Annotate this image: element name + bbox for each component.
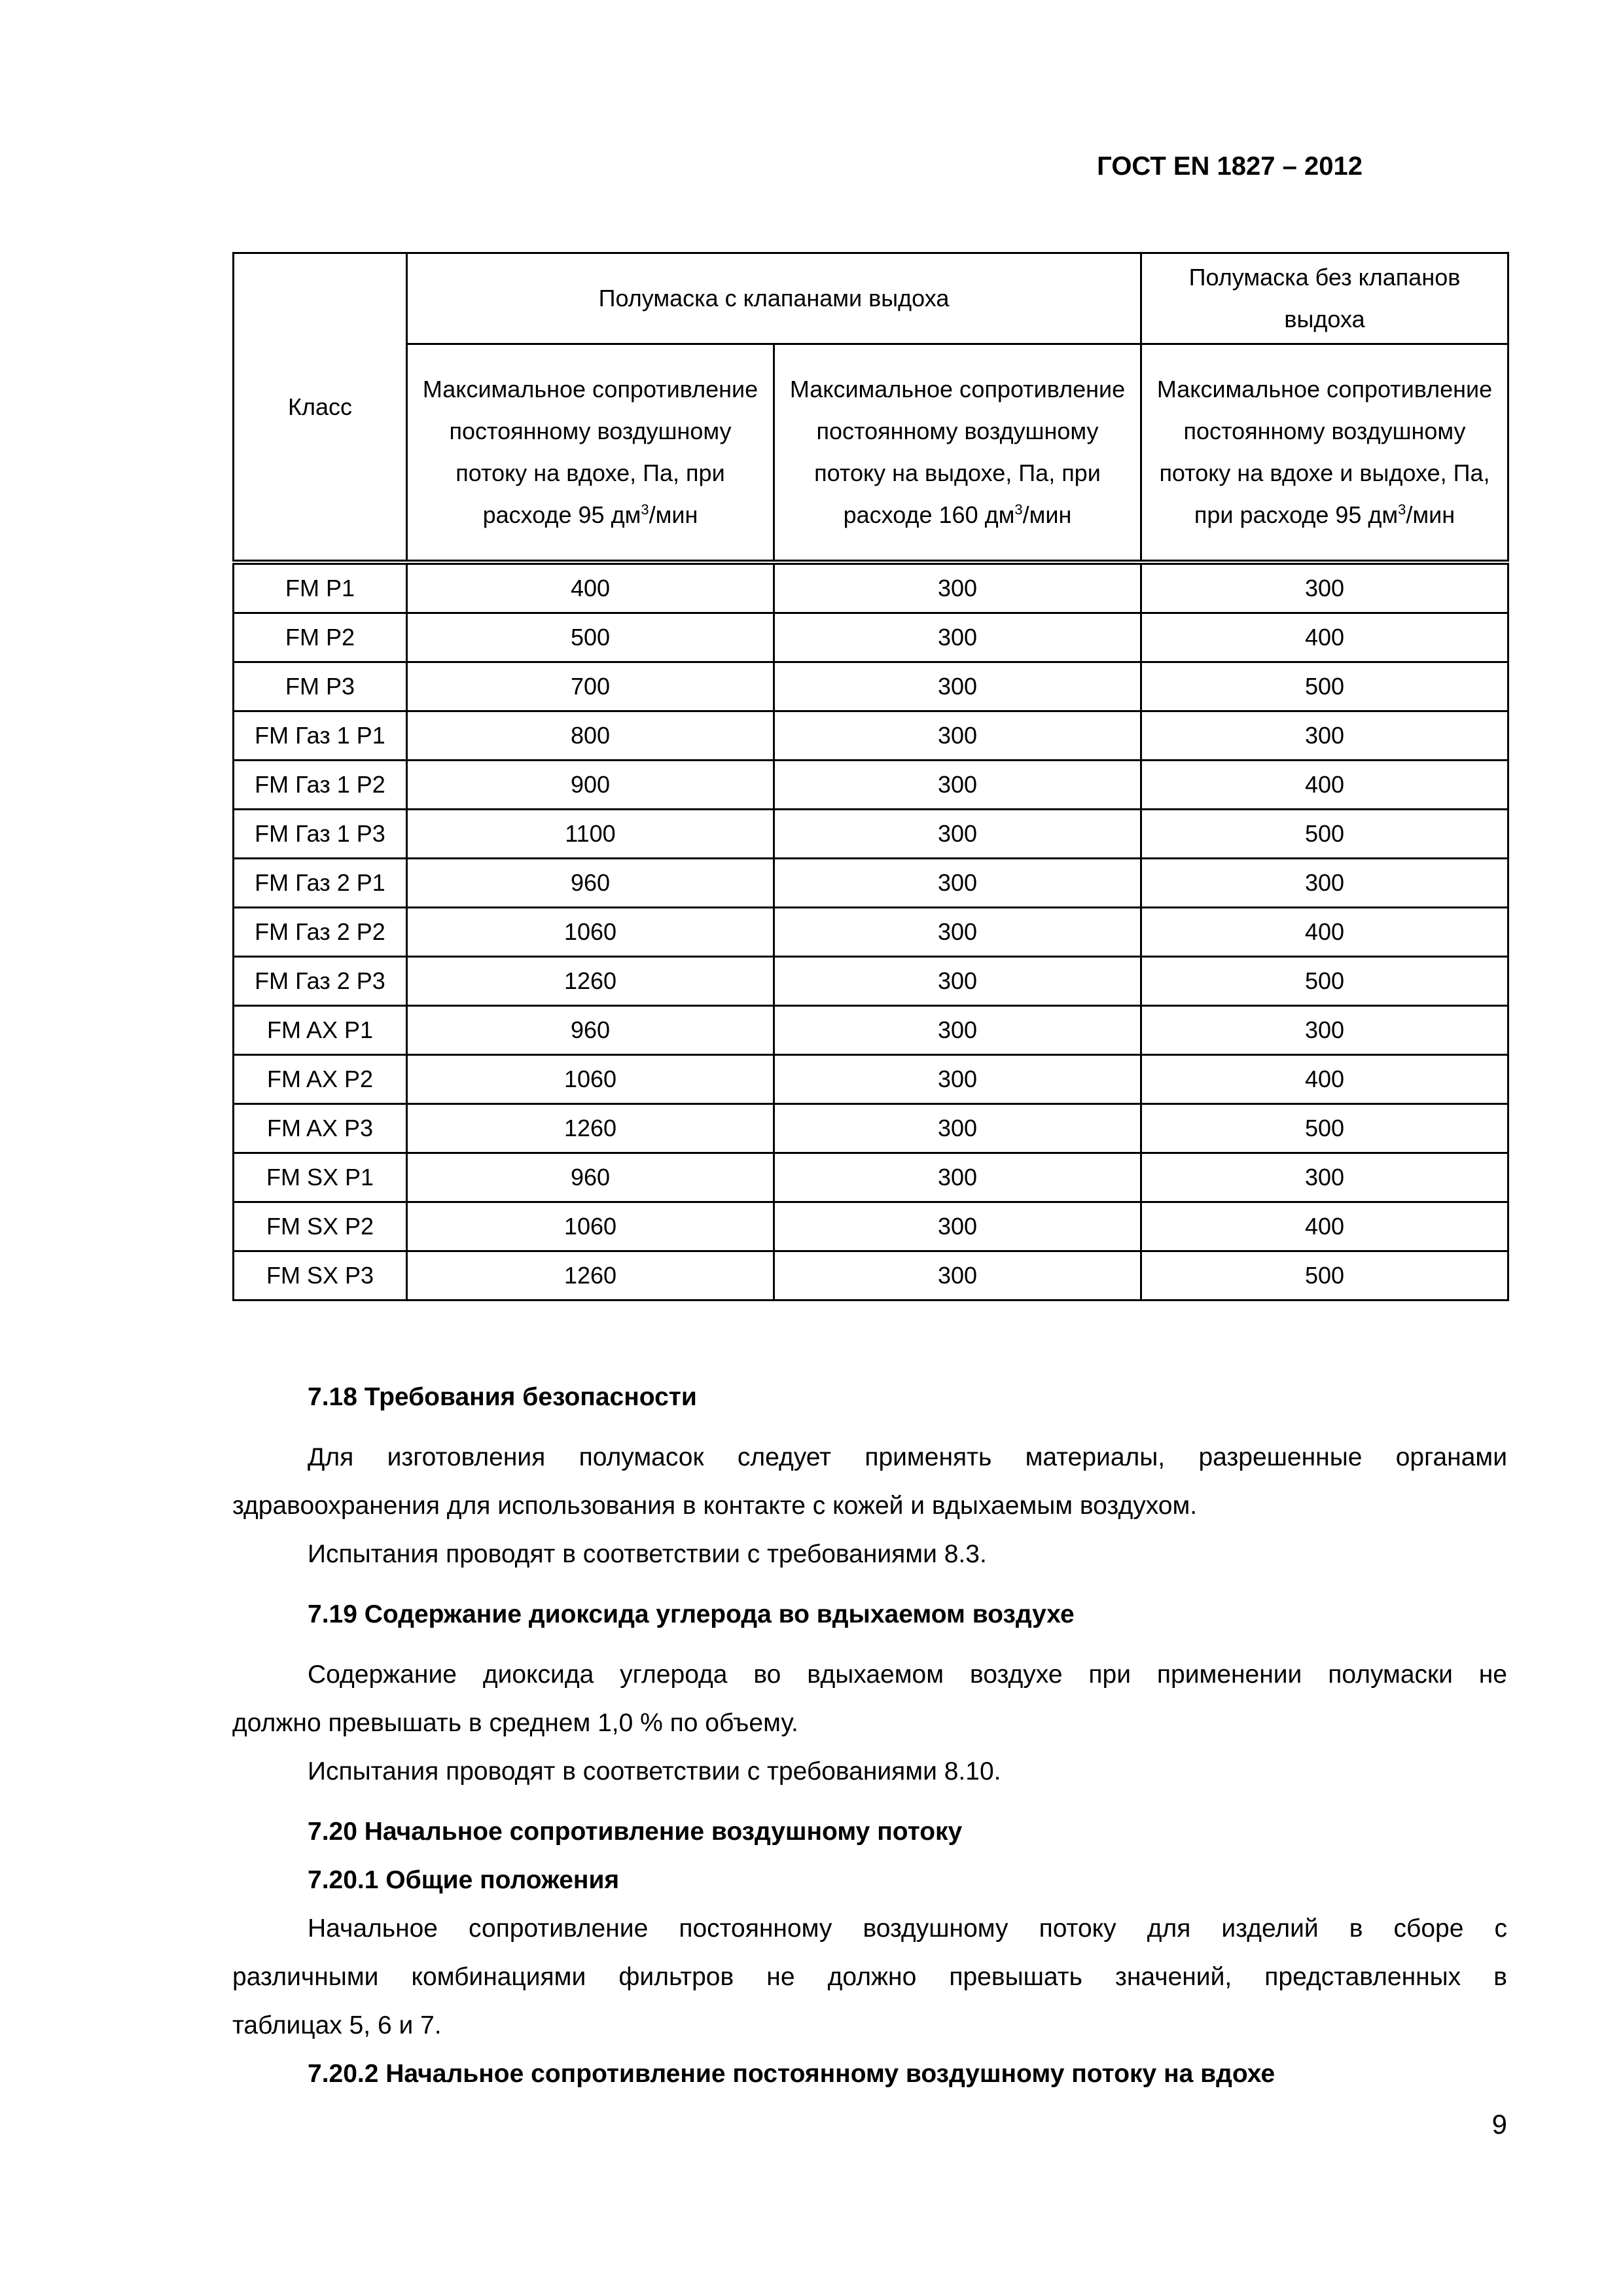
cell-inhale-exhale-resistance: 300: [1141, 1006, 1508, 1055]
cell-inhale-resistance: 960: [407, 1006, 774, 1055]
cell-inhale-exhale-resistance: 400: [1141, 908, 1508, 957]
cell-inhale-resistance: 1100: [407, 810, 774, 859]
table-row: [234, 1251, 1508, 1300]
cell-class: FM SX P1: [234, 1153, 407, 1202]
cell-class: FM SX P3: [234, 1251, 407, 1300]
table-row: [234, 1104, 1508, 1153]
cell-inhale-resistance: 960: [407, 1153, 774, 1202]
section-7-19-paragraph-line-2: должно превышать в среднем 1,0 % по объему.: [232, 1709, 798, 1737]
cell-exhale-resistance: 300: [774, 1055, 1141, 1104]
section-7-18-paragraph-line-2: здравоохранения для использования в контакте с кожей и вдыхаемым воздухом.: [232, 1492, 1198, 1520]
table-header-row-1: [234, 253, 1508, 344]
cell-exhale-resistance: 300: [774, 908, 1141, 957]
section-7-19-title: 7.19 Содержание диоксида углерода во вдыхаемом воздухе: [308, 1600, 1075, 1628]
table-row: [234, 1153, 1508, 1202]
cell-exhale-resistance: 300: [774, 761, 1141, 810]
cell-exhale-resistance: 300: [774, 562, 1141, 613]
cell-class: FM SX P2: [234, 1202, 407, 1251]
cell-class: FM Газ 1 P3: [234, 810, 407, 859]
cell-inhale-exhale-resistance: 400: [1141, 761, 1508, 810]
cell-inhale-resistance: 1260: [407, 957, 774, 1006]
document-code: ГОСТ EN 1827 – 2012: [1097, 152, 1363, 181]
section-7-20-title: 7.20 Начальное сопротивление воздушному потоку: [308, 1818, 963, 1846]
table-row: [234, 711, 1508, 761]
section-7-19-test-reference: Испытания проводят в соответствии с требованиями 8.10.: [308, 1757, 1001, 1785]
cell-exhale-resistance: 300: [774, 859, 1141, 908]
table-row: [234, 1055, 1508, 1104]
table-row: [234, 761, 1508, 810]
cell-inhale-resistance: 1260: [407, 1104, 774, 1153]
cell-inhale-resistance: 700: [407, 662, 774, 711]
cell-inhale-exhale-resistance: 300: [1141, 711, 1508, 761]
section-7-20-1-paragraph-line-2: различными комбинациями фильтров не должно превышать значений, представленных в: [232, 1963, 1507, 1991]
cell-exhale-resistance: 300: [774, 1104, 1141, 1153]
cell-inhale-exhale-resistance: 300: [1141, 562, 1508, 613]
section-7-20-2-title: 7.20.2 Начальное сопротивление постоянному воздушному потоку на вдохе: [308, 2060, 1275, 2088]
cell-inhale-exhale-resistance: 500: [1141, 957, 1508, 1006]
section-7-20-1-paragraph-line-3: таблицах 5, 6 и 7.: [232, 2011, 442, 2039]
table-row: [234, 662, 1508, 711]
resistance-table: [232, 252, 1509, 1301]
cell-inhale-resistance: 900: [407, 761, 774, 810]
cell-inhale-exhale-resistance: 300: [1141, 859, 1508, 908]
section-7-19-paragraph-line-1: Содержание диоксида углерода во вдыхаемом воздухе при применении полумаски не: [308, 1660, 1507, 1689]
header-class: Класс: [234, 253, 407, 563]
cell-class: FM P1: [234, 562, 407, 613]
cell-exhale-resistance: 300: [774, 711, 1141, 761]
cell-exhale-resistance: 300: [774, 1251, 1141, 1300]
cell-inhale-resistance: 800: [407, 711, 774, 761]
cell-class: FM AX P2: [234, 1055, 407, 1104]
cell-inhale-exhale-resistance: 500: [1141, 810, 1508, 859]
cell-inhale-resistance: 960: [407, 859, 774, 908]
section-7-20-1-title: 7.20.1 Общие положения: [308, 1866, 620, 1894]
cell-inhale-exhale-resistance: 400: [1141, 1202, 1508, 1251]
cell-inhale-resistance: 1060: [407, 1202, 774, 1251]
table-header-row-2: [234, 344, 1508, 563]
section-7-18-test-reference: Испытания проводят в соответствии с требованиями 8.3.: [308, 1540, 987, 1568]
cell-class: FM AX P3: [234, 1104, 407, 1153]
table-row: [234, 613, 1508, 662]
cell-exhale-resistance: 300: [774, 957, 1141, 1006]
cell-class: FM AX P1: [234, 1006, 407, 1055]
cell-exhale-resistance: 300: [774, 613, 1141, 662]
cell-exhale-resistance: 300: [774, 810, 1141, 859]
cell-inhale-resistance: 500: [407, 613, 774, 662]
page-number: 9: [1491, 2109, 1507, 2140]
cell-inhale-resistance: 1060: [407, 1055, 774, 1104]
header-exhale-resistance: Максимальное сопротивление постоянному воздушному потоку на выдохе, Па, при расходе 160 $дм^3$/мин: [774, 344, 1141, 563]
table-row: [234, 1006, 1508, 1055]
table-row: [234, 957, 1508, 1006]
header-inhale-resistance: Максимальное сопротивление постоянному воздушному потоку на вдохе, Па, при расходе 95 $дм^3$/мин: [407, 344, 774, 563]
cell-inhale-exhale-resistance: 500: [1141, 1104, 1508, 1153]
cell-inhale-exhale-resistance: 300: [1141, 1153, 1508, 1202]
header-without-valves: Полумаска без клапанов выдоха: [1141, 253, 1508, 344]
cell-exhale-resistance: 300: [774, 1153, 1141, 1202]
cell-inhale-resistance: 1260: [407, 1251, 774, 1300]
cell-exhale-resistance: 300: [774, 1202, 1141, 1251]
cell-exhale-resistance: 300: [774, 1006, 1141, 1055]
cell-exhale-resistance: 300: [774, 662, 1141, 711]
cell-class: FM Газ 2 P1: [234, 859, 407, 908]
cell-inhale-resistance: 1060: [407, 908, 774, 957]
section-7-18-paragraph-line-1: Для изготовления полумасок следует применять материалы, разрешенные органами: [308, 1443, 1507, 1471]
header-inhale-exhale-resistance: Максимальное сопротивление постоянному воздушному потоку на вдохе и выдохе, Па, при расходе 95 $дм^3$/мин: [1141, 344, 1508, 563]
table-row: [234, 908, 1508, 957]
table-row: [234, 562, 1508, 613]
header-with-valves: Полумаска с клапанами выдоха: [407, 253, 1141, 344]
table-row: [234, 810, 1508, 859]
section-7-20-1-paragraph-line-1: Начальное сопротивление постоянному воздушному потоку для изделий в сборе с: [308, 1914, 1507, 1943]
cell-inhale-exhale-resistance: 500: [1141, 662, 1508, 711]
cell-inhale-exhale-resistance: 400: [1141, 1055, 1508, 1104]
table-row: [234, 859, 1508, 908]
table-row: [234, 1202, 1508, 1251]
cell-class: FM P3: [234, 662, 407, 711]
cell-class: FM Газ 1 P2: [234, 761, 407, 810]
section-7-18-title: 7.18 Требования безопасности: [308, 1383, 697, 1411]
cell-class: FM Газ 2 P3: [234, 957, 407, 1006]
cell-inhale-resistance: 400: [407, 562, 774, 613]
cell-class: FM Газ 1 P1: [234, 711, 407, 761]
cell-class: FM Газ 2 P2: [234, 908, 407, 957]
cell-inhale-exhale-resistance: 400: [1141, 613, 1508, 662]
cell-class: FM P2: [234, 613, 407, 662]
cell-inhale-exhale-resistance: 500: [1141, 1251, 1508, 1300]
